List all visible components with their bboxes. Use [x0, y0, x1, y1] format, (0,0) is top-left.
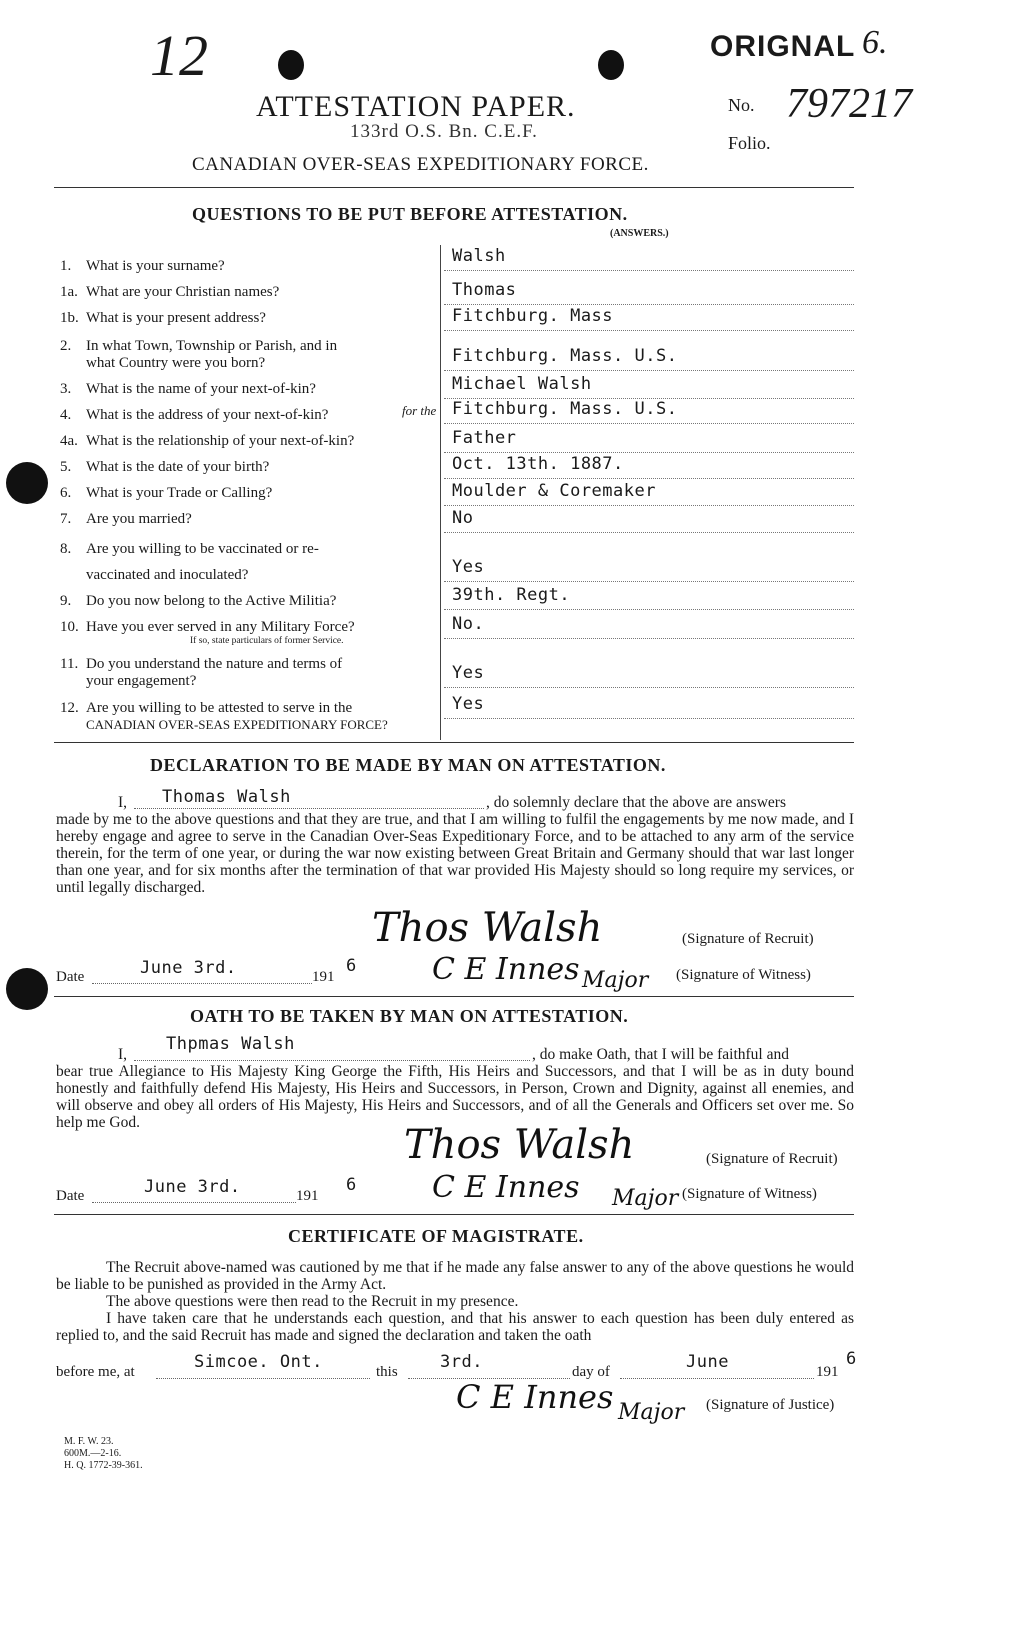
oath-witness-caption: (Signature of Witness) — [682, 1186, 817, 1202]
question-number: 4. — [60, 407, 72, 423]
oath-body: bear true Allegiance to His Majesty King George the Fifth, His Heirs and Successors, and that I will be as in duty bound honestly and faithfully defend His Majesty, His Heirs and Successors, in Person, Crown and Dignity, against all enemies, and will observe and obey all orders of His Majesty, His Heirs and Successors, and of all the Generals and Officers set over me. So help me God. — [56, 1063, 854, 1131]
question-number: 6. — [60, 485, 72, 501]
oath-witness-signature: C E Innes — [432, 1170, 580, 1205]
answer-line — [444, 687, 854, 688]
answer-line — [444, 505, 854, 506]
question-text — [86, 355, 265, 372]
punch-hole — [598, 50, 624, 80]
answer-text: Father — [452, 428, 517, 448]
original-stamp: ORIGNAL — [710, 30, 856, 63]
question-label: In what Town, Township or Parish, and in — [86, 338, 338, 354]
top-handwritten-number: 12 — [150, 23, 208, 88]
declaration-body: made by me to the above questions and that they are true, and that I am willing to fulfil the engagements by me now made, and I hereby engage and agree to serve in the Canadian Over-Seas Expeditionary Force, and to be attached to any arm of the service therein, for the term of one year, or during the war now existing between Great Britain and Germany should that war last longer than one year, and for six months after the termination of that war provided His Majesty should so long require my services, or until legally discharged. — [56, 811, 854, 896]
declaration-witness-caption: (Signature of Witness) — [676, 967, 811, 983]
certificate-justice-caption: (Signature of Justice) — [706, 1397, 835, 1413]
question-label: Have you ever served in any Military Force? — [86, 619, 355, 635]
certificate-justice-rank: Major — [618, 1400, 685, 1425]
declaration-date-line — [92, 983, 312, 984]
certificate-before-label: before me, at — [56, 1364, 135, 1380]
declaration-after-name: , do solemnly declare that the above are answers — [486, 794, 786, 811]
oath-name-line — [134, 1060, 530, 1061]
certificate-justice-signature: C E Innes — [456, 1378, 614, 1416]
question-label: vaccinated and inoculated? — [86, 567, 249, 583]
certificate-para-3: I have taken care that he understands each question, and that his answer to each question has been duly entered as replied to, and the said Recruit has made and signed the declaration and taken the oath — [56, 1310, 854, 1344]
question-number: 8. — [60, 541, 72, 557]
question-text — [60, 700, 352, 717]
question-text — [60, 338, 337, 355]
oath-date: June 3rd. — [144, 1177, 241, 1197]
folio-label: Folio. — [728, 133, 771, 153]
oath-recruit-signature: Thos Walsh — [404, 1122, 635, 1168]
answer-text: Walsh — [452, 246, 506, 266]
question-number: 7. — [60, 511, 72, 527]
answer-text: Oct. 13th. 1887. — [452, 454, 624, 474]
question-label: What is the address of your next-of-kin? — [86, 407, 329, 423]
answer-text: Yes — [452, 557, 485, 577]
oath-after-name: , do make Oath, that I will be faithful and — [532, 1046, 789, 1063]
answer-text: Moulder & Coremaker — [452, 481, 656, 501]
answer-line — [444, 718, 854, 719]
declaration-recruit-caption: (Signature of Recruit) — [682, 931, 814, 947]
document-subtitle: CANADIAN OVER-SEAS EXPEDITIONARY FORCE. — [192, 154, 649, 175]
document-title: ATTESTATION PAPER. — [256, 90, 576, 123]
certificate-para-2: The above questions were then read to the Recruit in my presence. — [106, 1293, 519, 1310]
oath-bottom-rule — [54, 1214, 854, 1215]
question-text — [60, 485, 272, 502]
question-text — [60, 284, 279, 301]
question-text — [86, 567, 248, 584]
question-label: What is your surname? — [86, 258, 225, 274]
question-label: What is the date of your birth? — [86, 459, 270, 475]
questions-bottom-rule — [54, 742, 854, 743]
answer-text: 39th. Regt. — [452, 585, 571, 605]
declaration-intro: I, — [118, 794, 128, 811]
certificate-month-line — [620, 1378, 814, 1379]
question-number: 10. — [60, 619, 79, 635]
answers-label: (ANSWERS.) — [610, 228, 669, 239]
hq-reference: H. Q. 1772-39-361. — [64, 1460, 143, 1471]
certificate-day-of-label: day of — [572, 1364, 610, 1380]
declaration-recruit-signature: Thos Walsh — [372, 905, 603, 951]
question-number: 9. — [60, 593, 72, 609]
oath-name: Thpmas Walsh — [166, 1034, 295, 1054]
answer-line — [444, 270, 854, 271]
certificate-para-1: The Recruit above-named was cautioned by me that if he made any false answer to any of the above questions he would be liable to be punished as provided in the Army Act. — [56, 1259, 854, 1293]
answer-text: Thomas — [452, 280, 517, 300]
declaration-witness-signature: C E Innes — [432, 952, 580, 987]
question-text — [60, 511, 192, 528]
oath-year-prefix: 191 — [296, 1188, 319, 1204]
header-rule — [54, 187, 854, 188]
declaration-name: Thomas Walsh — [162, 787, 291, 807]
answer-line — [444, 452, 854, 453]
answer-text: Fitchburg. Mass — [452, 306, 614, 326]
answer-text: No — [452, 508, 474, 528]
question-label: Do you understand the nature and terms of — [86, 656, 343, 672]
question-text — [60, 433, 354, 450]
regimental-number: 797217 — [786, 81, 912, 127]
declaration-year-prefix: 191 — [312, 969, 335, 985]
punch-hole — [6, 968, 48, 1010]
punch-hole — [278, 50, 304, 80]
question-label: Do you now belong to the Active Militia? — [86, 593, 337, 609]
question-number: 11. — [60, 656, 79, 672]
question-label: What is the relationship of your next-of-kin? — [86, 433, 355, 449]
answer-line — [444, 609, 854, 610]
question-number: 3. — [60, 381, 72, 397]
certificate-day: 3rd. — [440, 1352, 483, 1372]
question-label: CANADIAN OVER-SEAS EXPEDITIONARY FORCE? — [86, 717, 388, 732]
oath-date-label: Date — [56, 1188, 85, 1204]
question-text — [60, 656, 342, 673]
question-text — [86, 673, 196, 690]
declaration-date: June 3rd. — [140, 958, 237, 978]
declaration-year-digit: 6 — [346, 956, 357, 976]
form-code: M. F. W. 23. — [64, 1436, 114, 1447]
declaration-name-line — [134, 808, 484, 809]
oath-heading: OATH TO BE TAKEN BY MAN ON ATTESTATION. — [190, 1006, 629, 1026]
number-label: No. — [728, 95, 755, 115]
certificate-this-label: this — [376, 1364, 398, 1380]
question-label: your engagement? — [86, 673, 197, 689]
answer-text: Fitchburg. Mass. U.S. — [452, 399, 678, 419]
punch-hole — [6, 462, 48, 504]
answer-text: Yes — [452, 663, 485, 683]
oath-year-digit: 6 — [346, 1175, 357, 1195]
answer-line — [444, 638, 854, 639]
certificate-place: Simcoe. Ont. — [194, 1352, 323, 1372]
unit-stamp: 133rd O.S. Bn. C.E.F. — [350, 121, 538, 142]
answer-line — [444, 532, 854, 533]
question-number: 1. — [60, 258, 72, 274]
oath-date-line — [92, 1202, 296, 1203]
oath-witness-rank: Major — [612, 1186, 679, 1211]
answer-text: No. — [452, 614, 485, 634]
question-text — [60, 541, 319, 558]
question-number: 5. — [60, 459, 72, 475]
question-label: What is your present address? — [86, 310, 266, 326]
answer-column-divider — [440, 245, 441, 740]
question-number: 4a. — [60, 433, 78, 449]
question-text — [60, 619, 355, 636]
certificate-year-prefix: 191 — [816, 1364, 839, 1380]
declaration-bottom-rule — [54, 996, 854, 997]
answer-text: Michael Walsh — [452, 374, 592, 394]
question-text — [60, 258, 225, 275]
answer-line — [444, 423, 854, 424]
oath-recruit-caption: (Signature of Recruit) — [706, 1151, 838, 1167]
answer-line — [444, 370, 854, 371]
question-number: 1b. — [60, 310, 79, 326]
print-run: 600M.—2-16. — [64, 1448, 122, 1459]
answer-line — [444, 581, 854, 582]
question-text — [60, 407, 328, 424]
question-label: what Country were you born? — [86, 355, 266, 371]
certificate-year-digit: 6 — [846, 1349, 857, 1369]
question-text — [60, 381, 316, 398]
question-label: What are your Christian names? — [86, 284, 280, 300]
certificate-heading: CERTIFICATE OF MAGISTRATE. — [288, 1226, 584, 1246]
question-number: 1a. — [60, 284, 78, 300]
question-text — [60, 310, 266, 327]
answer-line — [444, 330, 854, 331]
question-label: What is your Trade or Calling? — [86, 485, 273, 501]
answer-text: Yes — [452, 694, 485, 714]
margin-note: for the — [402, 403, 437, 418]
questions-heading: QUESTIONS TO BE PUT BEFORE ATTESTATION. — [192, 204, 628, 224]
question-number: 2. — [60, 338, 72, 354]
declaration-date-label: Date — [56, 969, 85, 985]
question-label: Are you willing to be vaccinated or re- — [86, 541, 319, 557]
question-label: Are you married? — [86, 511, 192, 527]
question-label: What is the name of your next-of-kin? — [86, 381, 316, 397]
original-mark: 6. — [862, 24, 888, 61]
question-text — [60, 593, 336, 610]
certificate-place-line — [156, 1378, 370, 1379]
certificate-month: June — [686, 1352, 729, 1372]
question-text — [60, 459, 269, 476]
declaration-witness-rank: Major — [582, 968, 649, 993]
question-label: Are you willing to be attested to serve in the — [86, 700, 353, 716]
answer-line — [444, 478, 854, 479]
answer-text: Fitchburg. Mass. U.S. — [452, 346, 678, 366]
question-text — [86, 717, 388, 734]
answer-line — [444, 304, 854, 305]
question-note: If so, state particulars of former Service. — [190, 636, 344, 646]
declaration-heading: DECLARATION TO BE MADE BY MAN ON ATTESTATION. — [150, 755, 666, 775]
oath-intro: I, — [118, 1046, 128, 1063]
question-number: 12. — [60, 700, 79, 716]
